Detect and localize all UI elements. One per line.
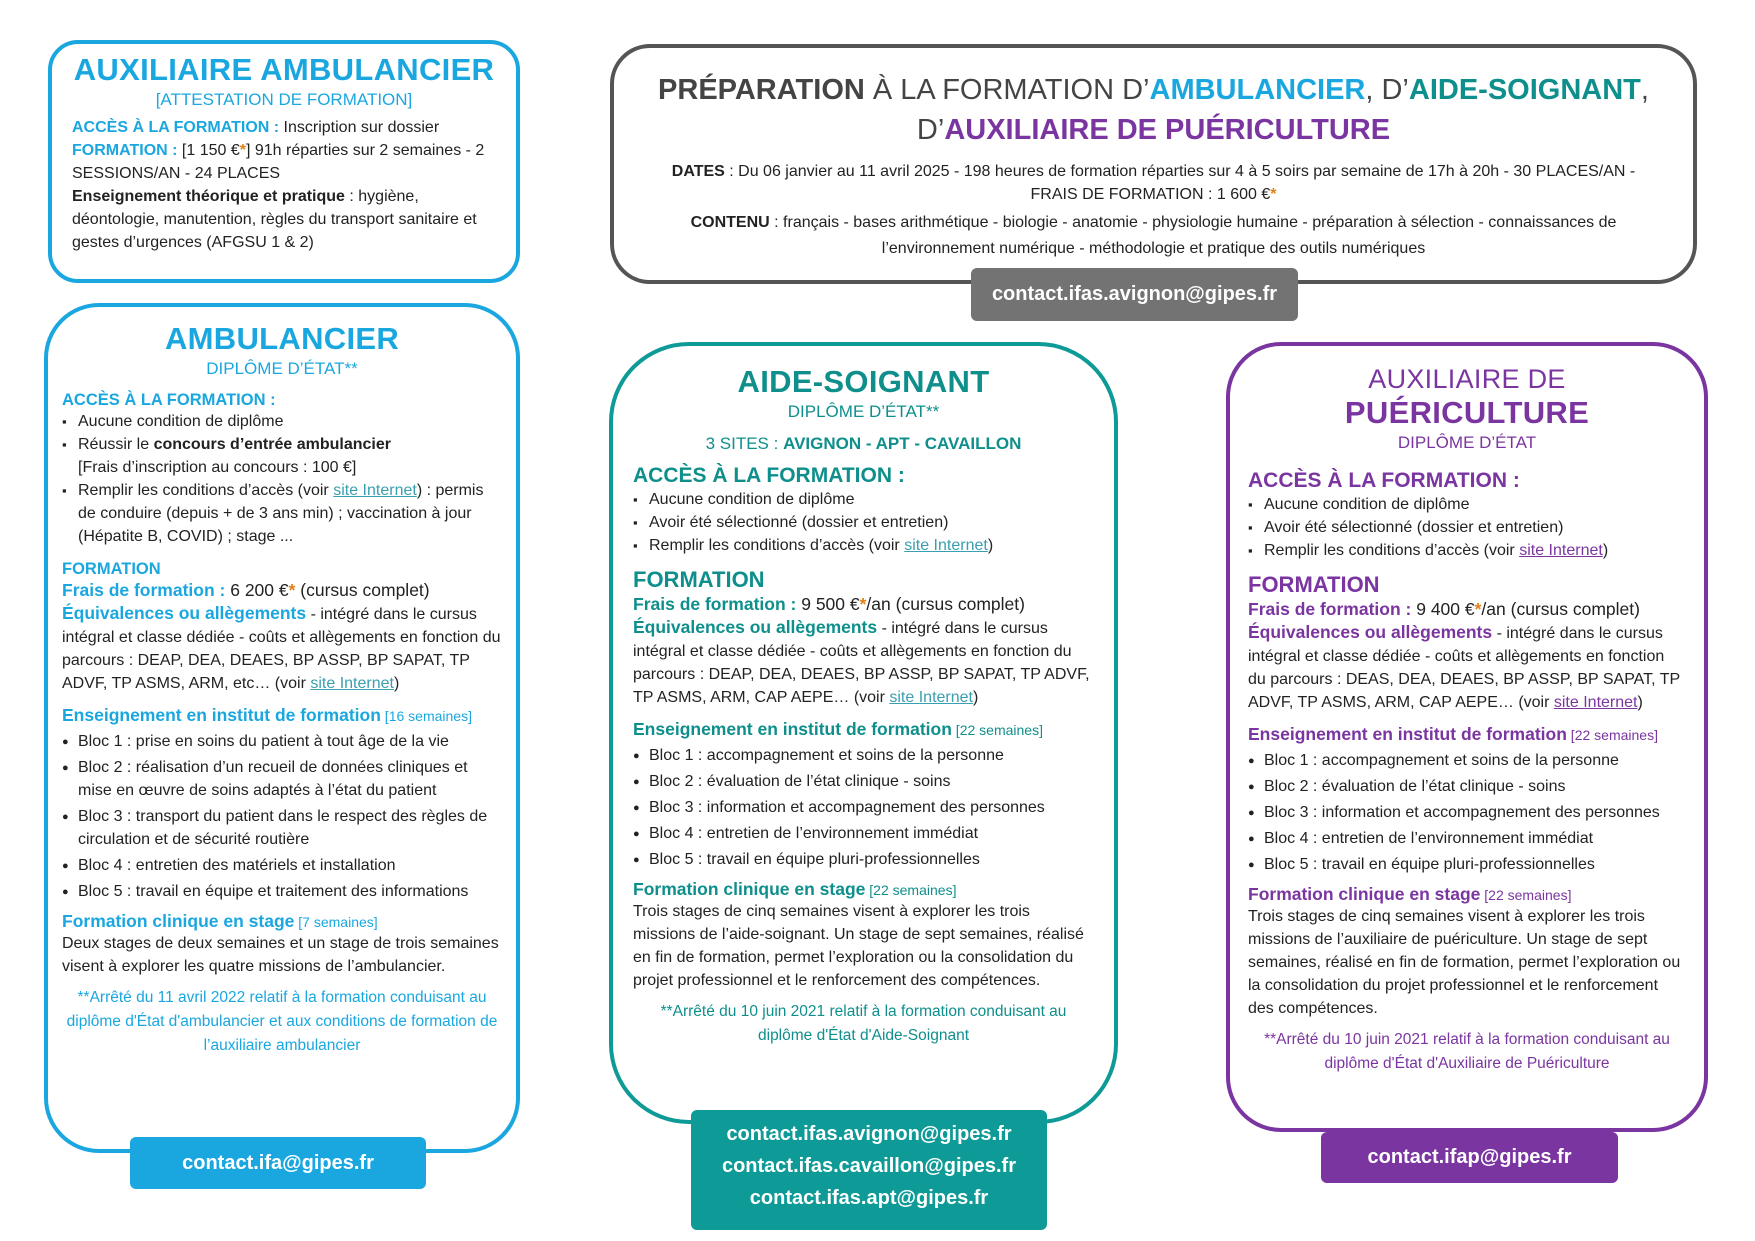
ap-equiv bbox=[1248, 621, 1686, 714]
prep-title-puericulture: AUXILIAIRE DE PUÉRICULTURE bbox=[944, 114, 1391, 146]
as-sites-list: AVIGNON - APT - CAVAILLON bbox=[783, 434, 1022, 453]
ap-site-link[interactable]: site Internet bbox=[1519, 542, 1603, 559]
aux-formation-label: FORMATION : bbox=[72, 142, 178, 159]
prep-dates bbox=[644, 160, 1663, 206]
amb-equiv-text: - intégré dans le cursus intégral et classe dédiée - coûts et allègements en fonction du parcours : DEAP, DEA, DEAES, BP ASSP, BP SAPAT, TP ADVF, TP ASMS, ARM, etc… (voir bbox=[62, 606, 501, 692]
ap-stage-text: Trois stages de cinq semaines visent à explorer les trois missions de l’auxiliaire de puériculture. Un stage de sept semaines, réalisé en fin de formation, permet l’exploration ou la consolidation du projet professionnel et le renforcement des compétences. bbox=[1248, 908, 1681, 1017]
prep-title-2: À LA FORMATION D’ bbox=[864, 74, 1150, 106]
as-email-cavaillon[interactable]: contact.ifas.cavaillon@gipes.fr bbox=[721, 1155, 1017, 1177]
amb-stage-label: Formation clinique en stage bbox=[62, 911, 295, 931]
amb-bloc: ● Bloc 1 : prise en soins du patient à tout âge de la vie bbox=[62, 730, 502, 753]
aux-acces-text: Inscription sur dossier bbox=[279, 119, 440, 136]
ambulancier-card bbox=[44, 303, 520, 1153]
ap-title-pre: AUXILIAIRE DE bbox=[1368, 364, 1566, 394]
amb-frais bbox=[62, 579, 502, 602]
amb-acces-2-post: [Frais d’inscription au concours : 100 €] bbox=[78, 459, 357, 476]
prep-title-1: PRÉPARATION bbox=[658, 74, 865, 106]
ap-bloc: ● Bloc 3 : information et accompagnement des personnes bbox=[1248, 801, 1686, 824]
prep-dates-label: DATES bbox=[671, 163, 725, 180]
as-site-link[interactable]: site Internet bbox=[904, 537, 988, 554]
ap-acces-heading: ACCÈS À LA FORMATION : bbox=[1248, 469, 1520, 492]
ap-stage-heading bbox=[1248, 884, 1686, 905]
aux-subtitle: [ATTESTATION DE FORMATION] bbox=[155, 90, 413, 109]
aux-formation bbox=[72, 139, 496, 185]
as-subtitle: DIPLÔME D’ÉTAT** bbox=[787, 402, 940, 421]
as-frais bbox=[633, 593, 1094, 616]
as-stage-text: Trois stages de cinq semaines visent à explorer les trois missions de l’aide-soignant. Un stage de sept semaines, réalisé en fin de formation, permet l’exploration ou la consolidation du projet professionnel et le renforcement des compétences. bbox=[633, 903, 1084, 989]
as-bloc: ● Bloc 1 : accompagnement et soins de la personne bbox=[633, 744, 1094, 767]
amb-footnote: **Arrêté du 11 avril 2022 relatif à la formation conduisant au diplôme d'État d'ambulancier et aux conditions de formation de l’auxiliaire ambulancier bbox=[66, 989, 498, 1054]
amb-equiv-label: Équivalences ou allègements bbox=[62, 603, 307, 623]
auxiliaire-ambulancier-card bbox=[48, 40, 520, 283]
ap-ens-weeks: [22 semaines] bbox=[1566, 727, 1658, 743]
as-equiv bbox=[633, 616, 1094, 709]
amb-equiv bbox=[62, 602, 502, 695]
amb-acces-item: ▪ Aucune condition de diplôme bbox=[62, 410, 502, 433]
ap-acces-item: ▪ Avoir été sélectionné (dossier et entretien) bbox=[1248, 516, 1686, 539]
aux-ens-text: : hygiène, déontologie, manutention, règles du transport sanitaire et gestes d’urgences (AFGSU 1 & 2) bbox=[72, 188, 477, 251]
as-frais-label: Frais de formation : bbox=[633, 594, 797, 614]
ap-blocs bbox=[1248, 749, 1686, 876]
amb-site-link[interactable]: site Internet bbox=[333, 482, 417, 499]
ap-acces-item: ▪ Aucune condition de diplôme bbox=[1248, 493, 1686, 516]
amb-subtitle: DIPLÔME D’ÉTAT** bbox=[206, 359, 358, 378]
as-ens-weeks: [22 semaines] bbox=[951, 722, 1043, 738]
amb-stage-weeks: [7 semaines] bbox=[294, 914, 378, 930]
ap-frais bbox=[1248, 598, 1686, 621]
ap-email-badge[interactable]: contact.ifap@gipes.fr bbox=[1321, 1132, 1618, 1183]
aux-formation-price: [1 150 € bbox=[177, 142, 240, 159]
ap-acces-3-pre: Remplir les conditions d’accès (voir bbox=[1264, 542, 1520, 559]
as-equiv-text: - intégré dans le cursus intégral et classe dédiée - coûts et allègements en fonction du parcours : DEAP, DEA, DEAES, BP ASSP, BP SAPAT, TP ADVF, TP ASMS, ARM, CAP AEPE… (voir bbox=[633, 620, 1090, 706]
as-bloc: ● Bloc 2 : évaluation de l’état clinique - soins bbox=[633, 770, 1094, 793]
ap-acces-list bbox=[1248, 493, 1686, 562]
amb-acces-item bbox=[62, 479, 502, 548]
ap-stage-weeks: [22 semaines] bbox=[1480, 887, 1572, 903]
ap-frais-value: 9 400 € bbox=[1411, 599, 1475, 619]
as-title: AIDE-SOIGNANT bbox=[737, 364, 990, 399]
ap-star: * bbox=[1474, 599, 1482, 619]
as-email-avignon[interactable]: contact.ifas.avignon@gipes.fr bbox=[726, 1123, 1012, 1145]
amb-acces-2-pre: Réussir le bbox=[78, 436, 154, 453]
as-blocs bbox=[633, 744, 1094, 871]
preparation-card bbox=[610, 44, 1697, 284]
amb-email-badge[interactable]: contact.ifa@gipes.fr bbox=[130, 1137, 426, 1189]
aux-formation-details: ] 91h réparties sur 2 semaines - 2 SESSIONS/AN - 24 PLACES bbox=[72, 142, 485, 182]
amb-stage-heading bbox=[62, 911, 502, 932]
aux-enseignement bbox=[72, 185, 496, 254]
as-acces-heading: ACCÈS À LA FORMATION : bbox=[633, 464, 905, 487]
amb-equiv-link[interactable]: site Internet bbox=[310, 675, 394, 692]
puericulture-card bbox=[1226, 342, 1708, 1132]
aux-acces bbox=[72, 116, 496, 139]
amb-acces-3-post: ) : permis de conduire (depuis + de 3 ans min) ; vaccination à jour (Hépatite B, COVID) ; stage ... bbox=[78, 482, 484, 545]
ap-acces-item bbox=[1248, 539, 1686, 562]
prep-title-aide-soignant: AIDE-SOIGNANT bbox=[1408, 74, 1641, 106]
prep-title bbox=[644, 70, 1663, 150]
prep-dates-text: : Du 06 janvier au 11 avril 2025 - 198 heures de formation réparties sur 4 à 5 soirs par semaine de 17h à 20h - 30 PLACES/AN - FRAIS DE FORMATION : 1 600 € bbox=[724, 163, 1636, 203]
amb-acces-3-pre: Remplir les conditions d’accès (voir bbox=[78, 482, 334, 499]
amb-frais-post: (cursus complet) bbox=[295, 580, 430, 600]
ap-bloc: ● Bloc 1 : accompagnement et soins de la personne bbox=[1248, 749, 1686, 772]
ap-equiv-label: Équivalences ou allègements bbox=[1248, 622, 1493, 642]
as-acces-list bbox=[633, 488, 1094, 557]
as-star: * bbox=[859, 594, 867, 614]
as-acces-3-post: ) bbox=[987, 537, 994, 554]
amb-bloc: ● Bloc 2 : réalisation d’un recueil de données cliniques et mise en œuvre de soins adaptés à l’état du patient bbox=[62, 756, 502, 802]
aux-star: * bbox=[239, 142, 246, 159]
as-stage-label: Formation clinique en stage bbox=[633, 879, 866, 899]
as-formation-heading: FORMATION bbox=[633, 567, 765, 592]
as-bloc: ● Bloc 3 : information et accompagnement des personnes bbox=[633, 796, 1094, 819]
as-stage-weeks: [22 semaines] bbox=[865, 882, 957, 898]
as-sites-label: 3 SITES : bbox=[705, 434, 784, 453]
as-equiv-close: ) bbox=[972, 689, 979, 706]
amb-ens-label: Enseignement en institut de formation bbox=[62, 705, 381, 725]
amb-title: AMBULANCIER bbox=[164, 321, 400, 356]
as-footnote: **Arrêté du 10 juin 2021 relatif à la formation conduisant au diplôme d'État d'Aide-Soignant bbox=[660, 1003, 1067, 1044]
as-acces-3-pre: Remplir les conditions d’accès (voir bbox=[649, 537, 905, 554]
ap-footnote: **Arrêté du 10 juin 2021 relatif à la formation conduisant au diplôme d'État d'Auxiliaire de Puériculture bbox=[1264, 1031, 1670, 1072]
prep-contenu bbox=[644, 210, 1663, 262]
amb-ens-weeks: [16 semaines] bbox=[380, 708, 472, 724]
as-bloc: ● Bloc 4 : entretien de l’environnement immédiat bbox=[633, 822, 1094, 845]
as-ens-label: Enseignement en institut de formation bbox=[633, 719, 952, 739]
as-stage-heading bbox=[633, 879, 1094, 900]
as-ens-heading bbox=[633, 719, 1094, 740]
as-acces-item: ▪ Aucune condition de diplôme bbox=[633, 488, 1094, 511]
prep-title-ambulancier: AMBULANCIER bbox=[1149, 74, 1366, 106]
ap-stage-label: Formation clinique en stage bbox=[1248, 884, 1481, 904]
ap-title-bold: PUÉRICULTURE bbox=[1344, 395, 1590, 430]
prep-title-7: D’ bbox=[916, 114, 945, 146]
ap-ens-heading bbox=[1248, 724, 1686, 745]
as-equiv-label: Équivalences ou allègements bbox=[633, 617, 878, 637]
prep-title-4: , D’ bbox=[1365, 74, 1409, 106]
prep-contenu-text: : français - bases arithmétique - biologie - anatomie - physiologie humaine - préparation à sélection - connaissances de l’environnement numérique - méthodologie et pratique des outils numériques bbox=[769, 214, 1617, 257]
ap-acces-3-post: ) bbox=[1602, 542, 1609, 559]
amb-formation-heading: FORMATION bbox=[62, 560, 161, 578]
amb-acces-list bbox=[62, 410, 502, 548]
prep-star: * bbox=[1270, 186, 1277, 203]
prep-title-6: , bbox=[1640, 74, 1649, 106]
as-acces-item bbox=[633, 534, 1094, 557]
prep-email-badge[interactable]: contact.ifas.avignon@gipes.fr bbox=[971, 268, 1298, 321]
amb-acces-item bbox=[62, 433, 502, 479]
amb-frais-value: 6 200 € bbox=[225, 580, 289, 600]
aux-ens-label: Enseignement théorique et pratique bbox=[72, 188, 345, 205]
ap-bloc: ● Bloc 4 : entretien de l’environnement immédiat bbox=[1248, 827, 1686, 850]
prep-contenu-label: CONTENU bbox=[690, 214, 770, 231]
as-equiv-link[interactable]: site Internet bbox=[889, 689, 973, 706]
ap-formation-heading: FORMATION bbox=[1248, 572, 1380, 597]
ap-frais-post: /an (cursus complet) bbox=[1481, 599, 1640, 619]
aux-acces-label: ACCÈS À LA FORMATION : bbox=[72, 119, 280, 136]
amb-bloc: ● Bloc 4 : entretien des matériels et installation bbox=[62, 854, 502, 877]
ap-frais-label: Frais de formation : bbox=[1248, 599, 1412, 619]
as-email-badge bbox=[691, 1110, 1047, 1230]
ap-equiv-close: ) bbox=[1637, 694, 1643, 711]
as-frais-post: /an (cursus complet) bbox=[866, 594, 1025, 614]
as-sites bbox=[633, 434, 1094, 454]
amb-blocs bbox=[62, 730, 502, 903]
as-acces-item: ▪ Avoir été sélectionné (dossier et entretien) bbox=[633, 511, 1094, 534]
amb-bloc: ● Bloc 3 : transport du patient dans le respect des règles de circulation et de sécurité routière bbox=[62, 805, 502, 851]
amb-acces-2-bold: concours d’entrée ambulancier bbox=[153, 436, 391, 453]
aux-title: AUXILIAIRE AMBULANCIER bbox=[73, 52, 495, 87]
as-frais-value: 9 500 € bbox=[796, 594, 860, 614]
ap-equiv-text: - intégré dans le cursus intégral et classe dédiée - coûts et allègements en fonction du parcours : DEAS, DEA, DEAES, BP ASSP, BP SAPAT, TP ADVF, TP ASMS, ARM, CAP AEPE… (voir bbox=[1248, 625, 1680, 711]
ap-bloc: ● Bloc 5 : travail en équipe pluri-professionnelles bbox=[1248, 853, 1686, 876]
ap-ens-label: Enseignement en institut de formation bbox=[1248, 724, 1567, 744]
amb-equiv-close: ) bbox=[393, 675, 400, 692]
amb-bloc: ● Bloc 5 : travail en équipe et traitement des informations bbox=[62, 880, 502, 903]
ap-equiv-link[interactable]: site Internet bbox=[1553, 694, 1638, 711]
amb-star: * bbox=[288, 580, 296, 600]
ap-bloc: ● Bloc 2 : évaluation de l’état clinique - soins bbox=[1248, 775, 1686, 798]
ap-title bbox=[1248, 364, 1686, 431]
ap-subtitle: DIPLÔME D’ÉTAT bbox=[1397, 433, 1537, 452]
amb-frais-label: Frais de formation : bbox=[62, 580, 226, 600]
amb-ens-heading bbox=[62, 705, 502, 726]
amb-acces-heading: ACCÈS À LA FORMATION : bbox=[62, 391, 276, 409]
as-email-apt[interactable]: contact.ifas.apt@gipes.fr bbox=[749, 1187, 989, 1209]
amb-stage-text: Deux stages de deux semaines et un stage de trois semaines visent à explorer les quatre missions de l’ambulancier. bbox=[62, 935, 499, 975]
aide-soignant-card bbox=[609, 342, 1118, 1124]
as-bloc: ● Bloc 5 : travail en équipe pluri-professionnelles bbox=[633, 848, 1094, 871]
